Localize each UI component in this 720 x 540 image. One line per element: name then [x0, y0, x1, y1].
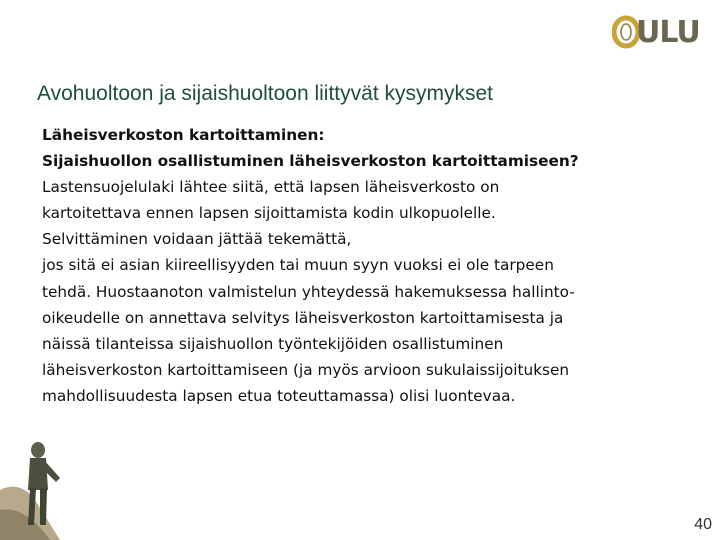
heading-line-2: Sijaishuollon osallistuminen läheisverkoston kartoittamiseen? — [42, 152, 579, 171]
body-line: jos sitä ei asian kiireellisyyden tai muun syyn vuoksi ei ole tarpeen — [42, 256, 554, 275]
body-line: läheisverkoston kartoittamiseen (ja myös arvioon sukulaissijoituksen — [42, 360, 570, 379]
statue-image — [0, 420, 70, 540]
body-line: Selvittäminen voidaan jättää tekemättä, — [42, 230, 352, 249]
slide-body — [42, 122, 682, 409]
body-line: näissä tilanteissa sijaishuollon työntekijöiden osallistuminen — [42, 334, 504, 353]
logo-text: ULU — [636, 15, 700, 50]
page-number: 40 — [694, 516, 712, 533]
body-line: kartoitettava ennen lapsen sijoittamista kodin ulkopuolelle. — [42, 204, 496, 223]
heading-line-1: Läheisverkoston kartoittaminen: — [42, 126, 325, 144]
body-line: mahdollisuudesta lapsen etua toteuttamassa) olisi luontevaa. — [42, 386, 516, 405]
body-line: Lastensuojelulaki lähtee siitä, että lapsen läheisverkosto on — [42, 178, 500, 197]
body-line: tehdä. Huostaanoton valmistelun yhteydessä hakemuksessa hallinto- — [42, 282, 575, 301]
slide-title: Avohuoltoon ja sijaishuoltoon liittyvät kysymykset — [37, 82, 494, 105]
body-line: oikeudelle on annettava selvitys läheisverkoston kartoittamisesta ja — [42, 308, 564, 327]
